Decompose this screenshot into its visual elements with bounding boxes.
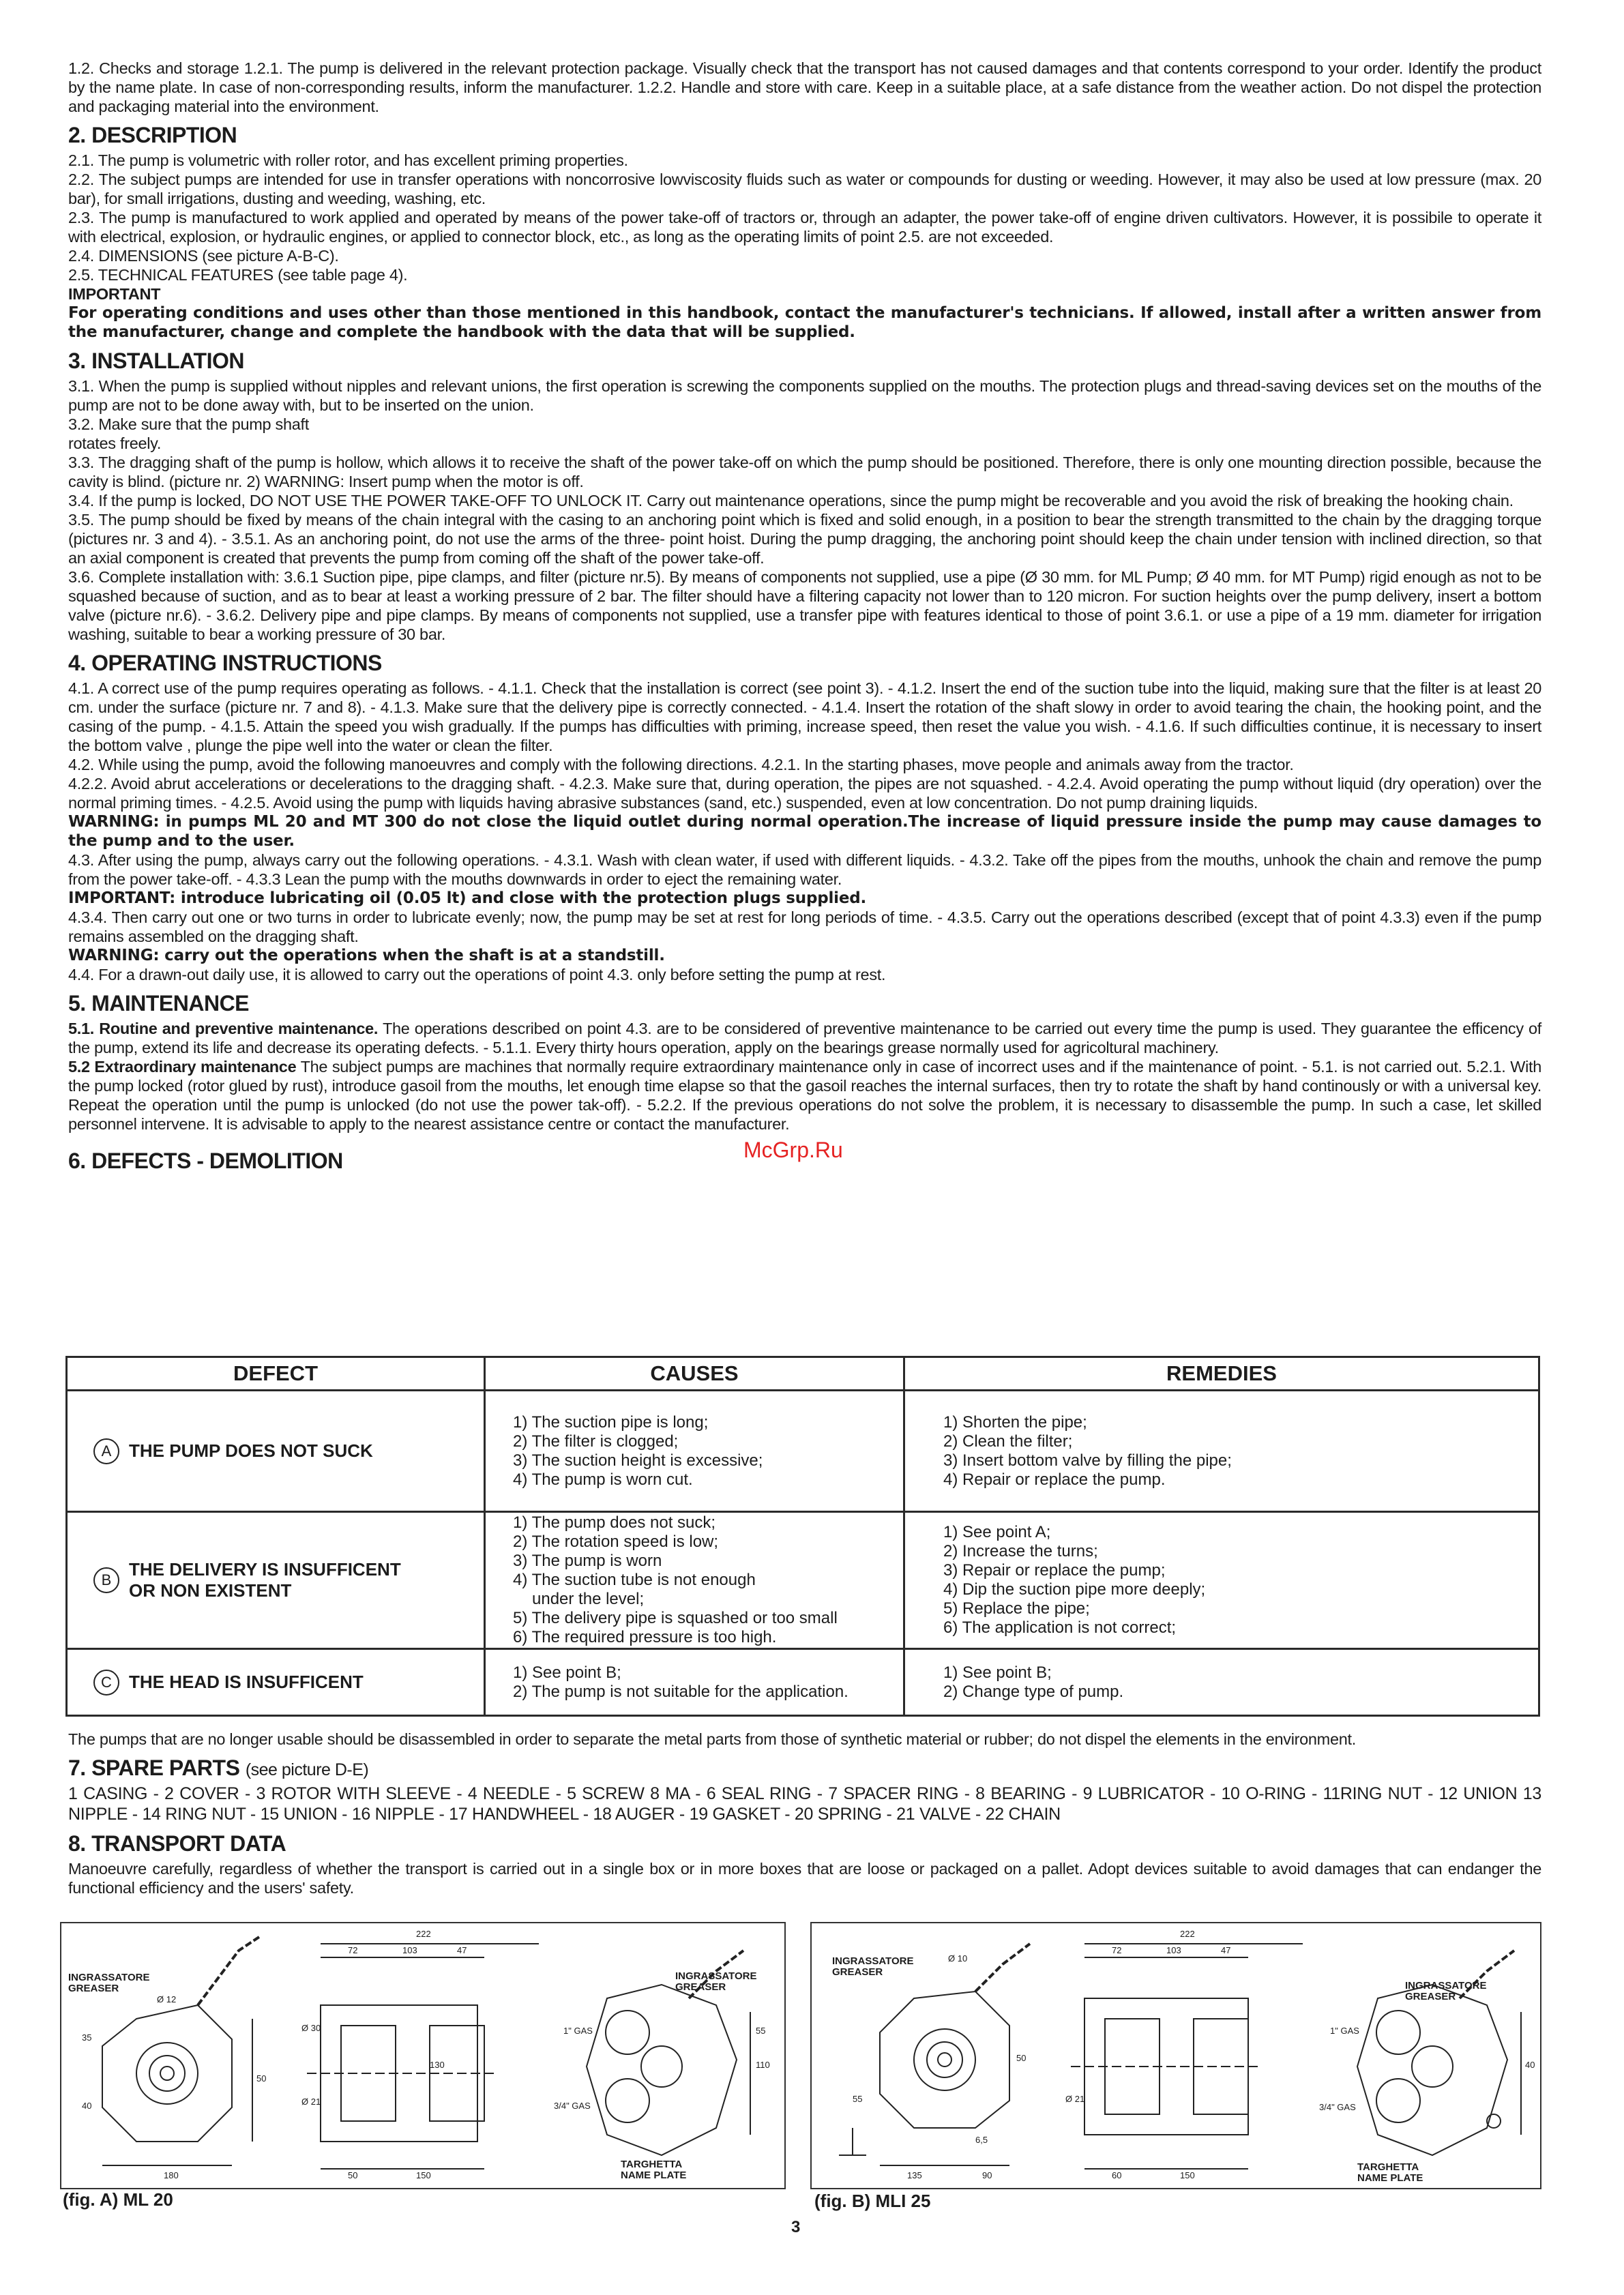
defect-label bbox=[129, 1440, 373, 1462]
cause-item: 4) The suction tube is not enough bbox=[513, 1571, 756, 1589]
para-2-4: 2.4. DIMENSIONS (see picture A-B-C). bbox=[68, 247, 339, 265]
manual-page bbox=[68, 59, 1541, 1176]
para-3-2b: rotates freely. bbox=[68, 434, 162, 452]
para-5-1 bbox=[68, 1019, 1541, 1057]
dim-label: 90 bbox=[982, 2170, 992, 2180]
dim-label: 135 bbox=[907, 2170, 922, 2180]
dim-label: 47 bbox=[1221, 1945, 1231, 1955]
heading-installation: 3. INSTALLATION bbox=[68, 349, 244, 373]
dim-label: 103 bbox=[1166, 1945, 1181, 1955]
row-mark: B bbox=[93, 1567, 119, 1593]
greaser-label-a bbox=[68, 1972, 149, 1994]
cause-item: 4) The pump is worn cut. bbox=[513, 1470, 693, 1489]
cause-item: 2) The rotation speed is low; bbox=[513, 1533, 719, 1551]
greaser-it-b: INGRASSATORE bbox=[832, 1955, 914, 1967]
remedy-item: 1) Shorten the pipe; bbox=[943, 1412, 1087, 1432]
dim-label: 3/4" GAS bbox=[1319, 2102, 1356, 2112]
para-3-3: 3.3. The dragging shaft of the pump is hollow, which allows it to receive the shaft of the power take-off on which the pump should be positioned. Therefore, there is only one mounting direction possible, because the cavity is blind. (picture nr. 2) WARNING: Insert pump when the motor is off. bbox=[68, 454, 1541, 490]
col-remedies: REMEDIES bbox=[904, 1357, 1539, 1391]
dim-label: 130 bbox=[430, 2060, 445, 2070]
dim-label: 50 bbox=[1016, 2053, 1027, 2063]
dim-label: 103 bbox=[402, 1945, 417, 1955]
defects-header-row bbox=[67, 1357, 1539, 1391]
para-2-2: 2.2. The subject pumps are intended for use in transfer operations with noncorrosive lowviscosity fluids such as water or compounds for dusting or weeding. However, it may also be used at low pressure (max. 20 bar), for small irrigations, dusting and weeding, washing, etc. bbox=[68, 171, 1541, 207]
causes-cell bbox=[485, 1649, 904, 1716]
col-defect: DEFECT bbox=[67, 1357, 485, 1391]
remedy-item: 3) Insert bottom valve by filling the pipe; bbox=[943, 1451, 1232, 1470]
dim-label: 35 bbox=[82, 2032, 92, 2043]
dim-label: 6,5 bbox=[975, 2135, 988, 2145]
dim-label: Ø 30 bbox=[301, 2023, 321, 2033]
dim-label: 60 bbox=[1112, 2170, 1122, 2180]
para-4-2-2: 4.2.2. Avoid abrut accelerations or decelerations to the dragging shaft. - 4.2.3. Make sure that, during operation, the pipes are not squashed. - 4.2.4. Avoid operating the pump without liquid (dry operation) over the normal priming times. - 4.2.5. Avoid using the pump with liquids having abrasive substances (sand, etc.) suspended, even at low concentration. Do not pump draining liquids. bbox=[68, 775, 1541, 812]
heading-operating: 4. OPERATING INSTRUCTIONS bbox=[68, 651, 382, 675]
transport-text: Manoeuvre carefully, regardless of whether the transport is carried out in a single box or in more boxes that are loose or packaged on a pallet. Adopt devices suitable to avoid damages that can endanger the functional efficiency and the users' safety. bbox=[68, 1860, 1541, 1897]
dim-label: 222 bbox=[416, 1929, 431, 1939]
dim-label: 1" GAS bbox=[1330, 2026, 1359, 2036]
nameplate-en-a: NAME PLATE bbox=[621, 2170, 687, 2181]
page-number: 3 bbox=[791, 2218, 801, 2236]
cause-item: 3) The pump is worn bbox=[513, 1552, 662, 1570]
remedies-cell bbox=[904, 1512, 1539, 1649]
important-label: IMPORTANT bbox=[68, 285, 161, 303]
section-1-2-text: 1.2. Checks and storage 1.2.1. The pump is delivered in the relevant protection package. Visually check that the transport has not caused damages and that contents correspond to your order. Identify the product by the name plate. In case of non-corresponding results, inform the manufacturer. 1.2.2. Handle and store with care. Keep in a suitable place, at a safe distance from the weather action. Do not dispel the protection and packaging material into the environment. bbox=[68, 59, 1541, 115]
cause-item: 5) The delivery pipe is squashed or too small bbox=[513, 1609, 838, 1627]
spare-parts-list: 1 CASING - 2 COVER - 3 ROTOR WITH SLEEVE - 4 NEEDLE - 5 SCREW 8 MA - 6 SEAL RING - 7 SPACER RING - 8 BEARING - 9 LUBRICATOR - 10 O-RING - 11RING NUT - 12 UNION 13 NIPPLE - 14 RING NUT - 15 UNION - 16 NIPPLE - 17 HANDWHEEL - 18 AUGER - 19 GASKET - 20 SPRING - 21 VALVE - 22 CHAIN bbox=[68, 1784, 1541, 1824]
defect-cell bbox=[67, 1649, 485, 1716]
heading-spare-parts bbox=[68, 1756, 1541, 1781]
dim-label: 40 bbox=[1525, 2060, 1535, 2070]
spare-parts-title: 7. SPARE PARTS bbox=[68, 1756, 240, 1780]
cause-item: 2) The pump is not suitable for the application. bbox=[513, 1682, 848, 1701]
nameplate-label-b bbox=[1357, 2162, 1423, 2184]
cause-item: under the level; bbox=[532, 1590, 645, 1608]
dim-label: 72 bbox=[1112, 1945, 1122, 1955]
spare-parts-note: (see picture D-E) bbox=[245, 1760, 369, 1779]
figure-a-drawing bbox=[60, 1922, 786, 2189]
para-3-2a: 3.2. Make sure that the pump shaft bbox=[68, 415, 309, 433]
remedy-item: 4) Repair or replace the pump. bbox=[943, 1470, 1166, 1489]
para-5-2 bbox=[68, 1057, 1541, 1134]
para-4-1: 4.1. A correct use of the pump requires operating as follows. - 4.1.1. Check that the installation is correct (see point 3). - 4.1.2. Insert the end of the suction tube into the liquid, making sure that the filter is at least 20 cm. under the surface (picture nr. 7 and 8). - 4.1.3. Make sure that the delivery pipe is correctly connected. - 4.1.4. Insert the rotation of the shaft slowy in order to avoid tearing the chain, the hooking point, and the casing of the pump. - 4.1.5. Attain the speed you wish gradually. If the pumps has difficulties with priming, increase speed, then reset the value you wish. - 4.1.6. If such difficulties continue, it is necessary to insert the bottom valve , plunge the pipe well into the water or clean the filter. bbox=[68, 679, 1541, 754]
disposal-note: The pumps that are no longer usable should be disassembled in order to separate the metal parts from those of synthetic material or rubber; do not dispel the elements in the environment. bbox=[68, 1730, 1356, 1748]
remedy-item: 3) Repair or replace the pump; bbox=[943, 1561, 1166, 1580]
dim-label: 150 bbox=[1180, 2170, 1195, 2180]
causes-cell bbox=[485, 1391, 904, 1512]
row-mark: A bbox=[93, 1438, 119, 1464]
greaser-label-a2 bbox=[675, 1971, 756, 1993]
dim-label: Ø 10 bbox=[948, 1953, 968, 1964]
para-3-6: 3.6. Complete installation with: 3.6.1 Suction pipe, pipe clamps, and filter (picture nr.5). By means of components not supplied, use a pipe (Ø 30 mm. for ML Pump; Ø 40 mm. for MT Pump) rigid enough as not to be squashed because of suction, and as to bear at least a working pressure of 2 bar. The filter should have a filtering capacity not lower than to 120 micron. For suction heights over the pump delivery, insert a bottom valve (picture nr.6). - 3.6.2. Delivery pipe and pipe clamps. By means of components not supplied, use a transfer pipe with features identical to those of point 3.6.1. or use a pipe of a 19 mm. diameter for irrigation washing, suitable to bear a working pressure of 30 bar. bbox=[68, 568, 1541, 643]
para-4-2: 4.2. While using the pump, avoid the following manoeuvres and comply with the following directions. 4.2.1. In the starting phases, move people and animals away from the tractor. bbox=[68, 756, 1294, 773]
dim-label: 222 bbox=[1180, 1929, 1195, 1939]
para-4-3: 4.3. After using the pump, always carry out the following operations. - 4.3.1. Wash with clean water, if used with different liquids. - 4.3.2. Take off the pipes from the mouths, unhook the chain and remove the pump from the power take-off. - 4.3.3 Lean the pump with the mouths downwards in order to eject the remaining water. bbox=[68, 851, 1541, 888]
remedies-cell bbox=[904, 1649, 1539, 1716]
remedy-item: 4) Dip the suction pipe more deeply; bbox=[943, 1580, 1206, 1599]
pump-mli25-diagram bbox=[812, 1923, 1540, 2188]
greaser-it-b2: INGRASSATORE bbox=[1405, 1980, 1487, 1992]
remedy-item: 1) See point A; bbox=[943, 1523, 1051, 1541]
watermark: McGrp.Ru bbox=[743, 1138, 843, 1162]
figure-b-drawing bbox=[810, 1922, 1541, 2189]
dim-label: 50 bbox=[348, 2170, 358, 2180]
para-2-1: 2.1. The pump is volumetric with roller rotor, and has excellent priming properties. bbox=[68, 151, 628, 169]
remedies-cell bbox=[904, 1391, 1539, 1512]
dim-label: 55 bbox=[853, 2094, 863, 2104]
greaser-it-a2: INGRASSATORE bbox=[675, 1970, 757, 1982]
cause-item: 2) The filter is clogged; bbox=[513, 1432, 679, 1451]
important-text: For operating conditions and uses other than those mentioned in this handbook, contact the manufacturer's technicians. If allowed, install after a written answer from the manufacturer, change and complete the handbook with the data that will be supplied. bbox=[68, 304, 1541, 341]
heading-transport: 8. TRANSPORT DATA bbox=[68, 1831, 286, 1856]
remedy-item: 2) Change type of pump. bbox=[943, 1682, 1124, 1701]
defect-cell bbox=[67, 1512, 485, 1649]
warning-standstill: WARNING: carry out the operations when the shaft is at a standstill. bbox=[68, 947, 665, 964]
defect-label bbox=[129, 1672, 364, 1693]
dim-label: Ø 21 bbox=[1065, 2094, 1085, 2104]
defect-line-1: THE HEAD IS INSUFFICENT bbox=[129, 1672, 364, 1692]
nameplate-en-b: NAME PLATE bbox=[1357, 2172, 1423, 2184]
greaser-it-a: INGRASSATORE bbox=[68, 1972, 150, 1983]
remedy-item: 1) See point B; bbox=[943, 1663, 1052, 1682]
dim-label: 150 bbox=[416, 2170, 431, 2180]
cause-item: 1) See point B; bbox=[513, 1663, 621, 1682]
greaser-en-a: GREASER bbox=[68, 1983, 119, 1994]
caption-fig-b: (fig. B) MLI 25 bbox=[814, 2191, 931, 2211]
warning-pressure: WARNING: in pumps ML 20 and MT 300 do not close the liquid outlet during normal operation.The increase of liquid pressure inside the pump may cause damages to the pump and to the user. bbox=[68, 813, 1541, 850]
dim-label: Ø 21 bbox=[301, 2097, 321, 2107]
heading-maintenance: 5. MAINTENANCE bbox=[68, 991, 250, 1016]
para-2-5: 2.5. TECHNICAL FEATURES (see table page 4). bbox=[68, 266, 408, 284]
table-row bbox=[67, 1512, 1539, 1649]
remedy-item: 5) Replace the pipe; bbox=[943, 1599, 1090, 1618]
heading-defects: 6. DEFECTS - DEMOLITION bbox=[68, 1149, 343, 1173]
dim-label: 40 bbox=[82, 2101, 92, 2111]
nameplate-label-a bbox=[621, 2159, 686, 2181]
pump-ml20-diagram bbox=[61, 1923, 784, 2188]
table-row bbox=[67, 1391, 1539, 1512]
heading-description: 2. DESCRIPTION bbox=[68, 123, 237, 147]
important-oil: IMPORTANT: introduce lubricating oil (0.05 lt) and close with the protection plugs supplied. bbox=[68, 889, 867, 907]
para-4-4: 4.4. For a drawn-out daily use, it is allowed to carry out the operations of point 4.3. only before setting the pump at rest. bbox=[68, 966, 886, 983]
para-3-4: 3.4. If the pump is locked, DO NOT USE THE POWER TAKE-OFF TO UNLOCK IT. Carry out maintenance operations, since the pump might be recoverable and you avoid the risk of breaking the hooking chain. bbox=[68, 492, 1514, 509]
lower-text-block bbox=[68, 1730, 1541, 1897]
para-3-5: 3.5. The pump should be fixed by means of the chain integral with the casing to an anchoring point which is fixed and solid enough, in a position to bear the strength transmitted to the chain by the dragging torque (pictures nr. 3 and 4). - 3.5.1. As an anchoring point, do not use the arms of the three- point hoist. During the pump dragging, the anchoring point should keep the chain under tension with inclined direction, so that an axial component is created that prevents the pump from coming off the shaft of the power take-off. bbox=[68, 511, 1541, 567]
defects-table bbox=[65, 1356, 1540, 1717]
defect-cell bbox=[67, 1391, 485, 1512]
para-5-2-title: 5.2 Extraordinary maintenance bbox=[68, 1058, 297, 1076]
dim-label: 50 bbox=[256, 2073, 267, 2084]
row-mark: C bbox=[93, 1670, 119, 1696]
cause-item: 3) The suction height is excessive; bbox=[513, 1451, 763, 1470]
dim-label: 180 bbox=[164, 2170, 179, 2180]
defect-label bbox=[129, 1559, 401, 1601]
remedy-item: 2) Clean the filter; bbox=[943, 1432, 1073, 1451]
dim-label: Ø 12 bbox=[157, 1994, 177, 2004]
cause-item: 1) The pump does not suck; bbox=[513, 1513, 716, 1532]
greaser-en-a2: GREASER bbox=[675, 1981, 726, 1993]
dim-label: 47 bbox=[457, 1945, 467, 1955]
para-3-1: 3.1. When the pump is supplied without nipples and relevant unions, the first operation is screwing the components supplied on the mouths. The protection plugs and thread-saving devices set on the mouths of the pump are not to be done away with, but to be inserted on the union. bbox=[68, 377, 1541, 414]
nameplate-it-a: TARGHETTA bbox=[621, 2159, 683, 2170]
dim-label: 72 bbox=[348, 1945, 358, 1955]
defect-line-1: THE DELIVERY IS INSUFFICENT bbox=[129, 1559, 401, 1580]
defect-line-2: OR NON EXISTENT bbox=[129, 1580, 292, 1601]
para-2-3: 2.3. The pump is manufactured to work applied and operated by means of the power take-off of tractors or, through an adapter, the power take-off of engine driven cultivators. However, it is possibile to operate it with electrical, explosion, or hydraulic engines, or applied to connector block, etc., as long as the operating limits of point 2.5. are not exceeded. bbox=[68, 209, 1541, 246]
dim-label: 3/4" GAS bbox=[554, 2101, 591, 2111]
greaser-label-b bbox=[832, 1956, 913, 1978]
greaser-en-b: GREASER bbox=[832, 1966, 883, 1978]
col-causes: CAUSES bbox=[485, 1357, 904, 1391]
cause-item: 1) The suction pipe is long; bbox=[513, 1412, 709, 1432]
greaser-en-b2: GREASER bbox=[1405, 1991, 1456, 2002]
para-4-3-4: 4.3.4. Then carry out one or two turns in order to lubricate evenly; now, the pump may be set at rest for long periods of time. - 4.3.5. Carry out the operations described (except that of point 4.3.3) even if the pump remains assembled on the dragging shaft. bbox=[68, 908, 1541, 945]
para-5-2-body: The subject pumps are machines that normally require extraordinary maintenance only in case of incorrect uses and if the maintenance of point. - 5.1. is not carried out. 5.2.1. With the pump locked (rotor glued by rust), introduce gasoil from the mouths, let enough time elapse so that the gasoil reaches the internal surfaces, then try to rotate the shaft by hand continously or with a universal key. Repeat the operation until the pump is unlocked (do not use the power tak-off). - 5.2.2. If the previous operations do not solve the problem, it is necessary to disassemble the pump. In such a case, let skilled personnel intervene. It is advisable to apply to the nearest assistance centre or contact the manufacturer. bbox=[68, 1058, 1541, 1133]
greaser-label-b2 bbox=[1405, 1981, 1486, 2002]
cause-item: 6) The required pressure is too high. bbox=[513, 1628, 777, 1646]
remedy-item: 6) The application is not correct; bbox=[943, 1618, 1177, 1637]
causes-cell bbox=[485, 1512, 904, 1649]
para-5-1-body: The operations described on point 4.3. are to be considered of preventive maintenance to be carried out every time the pump is used. They guarantee the efficency of the pump, extend its life and decrease its operating defects. - 5.1.1. Every thirty hours operation, apply on the bearings grease normally used for agricoltural machinery. bbox=[68, 1020, 1542, 1056]
dim-label: 1" GAS bbox=[563, 2026, 593, 2036]
dim-label: 110 bbox=[756, 2060, 770, 2070]
para-5-1-title: 5.1. Routine and preventive maintenance. bbox=[68, 1020, 379, 1037]
remedy-item: 2) Increase the turns; bbox=[943, 1542, 1098, 1560]
caption-fig-a: (fig. A) ML 20 bbox=[63, 2189, 173, 2210]
defect-line-1: THE PUMP DOES NOT SUCK bbox=[129, 1440, 373, 1461]
dim-label: 55 bbox=[756, 2026, 766, 2036]
nameplate-it-b: TARGHETTA bbox=[1357, 2161, 1419, 2173]
table-row bbox=[67, 1649, 1539, 1716]
